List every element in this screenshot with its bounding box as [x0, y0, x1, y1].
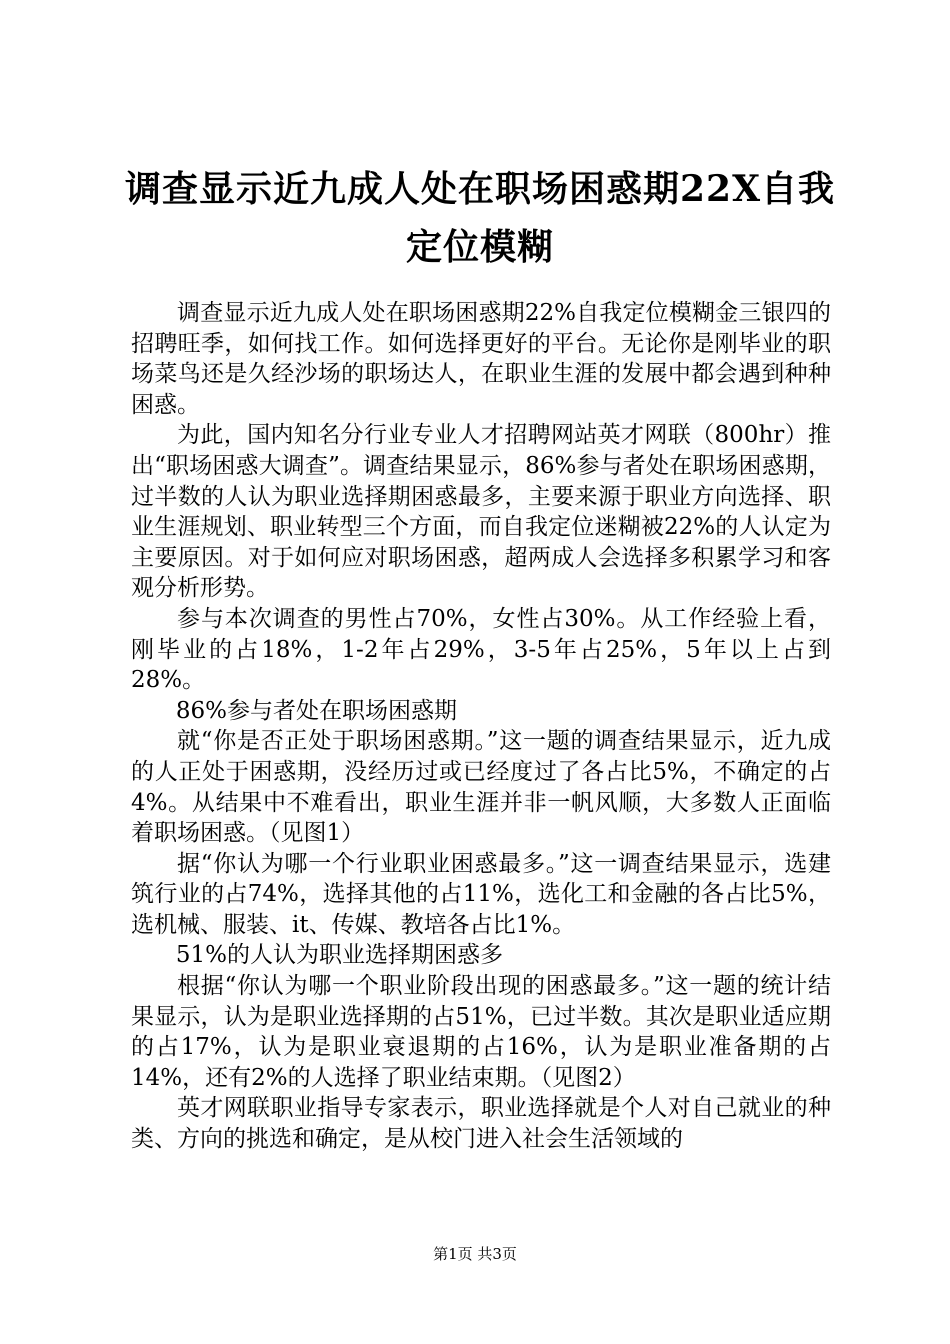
paragraph-demographics: 参与本次调查的男性占70%，女性占30%。从工作经验上看，刚毕业的占18%，1-2年占29%，3-5年占25%，5年以上占到28%。: [131, 605, 831, 694]
paragraph-expert-comment: 英才网联职业指导专家表示，职业选择就是个人对自己就业的种类、方向的挑选和确定，是从校门进入社会生活领域的: [131, 1095, 831, 1153]
section-heading-86-percent: 86%参与者处在职场困惑期: [175, 697, 457, 724]
paragraph-intro: 调查显示近九成人处在职场困惑期22%自我定位模糊金三银四的招聘旺季，如何找工作。如何选择更好的平台。无论你是刚毕业的职场菜鸟还是久经沙场的职场达人，在职业生涯的发展中都会遇到种种困惑。: [131, 300, 831, 418]
page-footer: 第1页 共3页: [433, 1245, 517, 1263]
paragraph-industry: 据“你认为哪一个行业职业困惑最多。”这一调查结果显示，选建筑行业的占74%，选择其他的占11%，选化工和金融的各占比5%，选机械、服装、it、传媒、教培各占比1%。: [131, 850, 831, 938]
paragraph-career-stage: 根据“你认为哪一个职业阶段出现的困惑最多。”这一题的统计结果显示，认为是职业选择期的占51%，已过半数。其次是职业适应期的占17%，认为是职业衰退期的占16%，认为是职业准备期的占14%，还有2%的人选择了职业结束期。（见图2）: [131, 973, 831, 1091]
paragraph-survey-launch: 为此，国内知名分行业专业人才招聘网站英才网联（800hr）推出“职场困惑大调查”。调查结果显示，86%参与者处在职场困惑期，过半数的人认为职业选择期困惑最多，主要来源于职业方向选择、职业生涯规划、职业转型三个方面，而自我定位迷糊被22%的人认定为主要原因。对于如何应对职场困惑，超两成人会选择多积累学习和客观分析形势。: [131, 422, 831, 602]
document-body: [131, 298, 831, 1155]
document-title: 调查显示近九成人处在职场困惑期22X自我定位模糊: [124, 168, 836, 268]
paragraph-confusion-period: 就“你是否正处于职场困惑期。”这一题的调查结果显示，近九成的人正处于困惑期，没经历过或已经度过了各占比5%，不确定的占4%。从结果中不难看出，职业生涯并非一帆风顺，大多数人正面临着职场困惑。（见图1）: [131, 728, 831, 847]
section-heading-51-percent: 51%的人认为职业选择期困惑多: [175, 942, 503, 969]
